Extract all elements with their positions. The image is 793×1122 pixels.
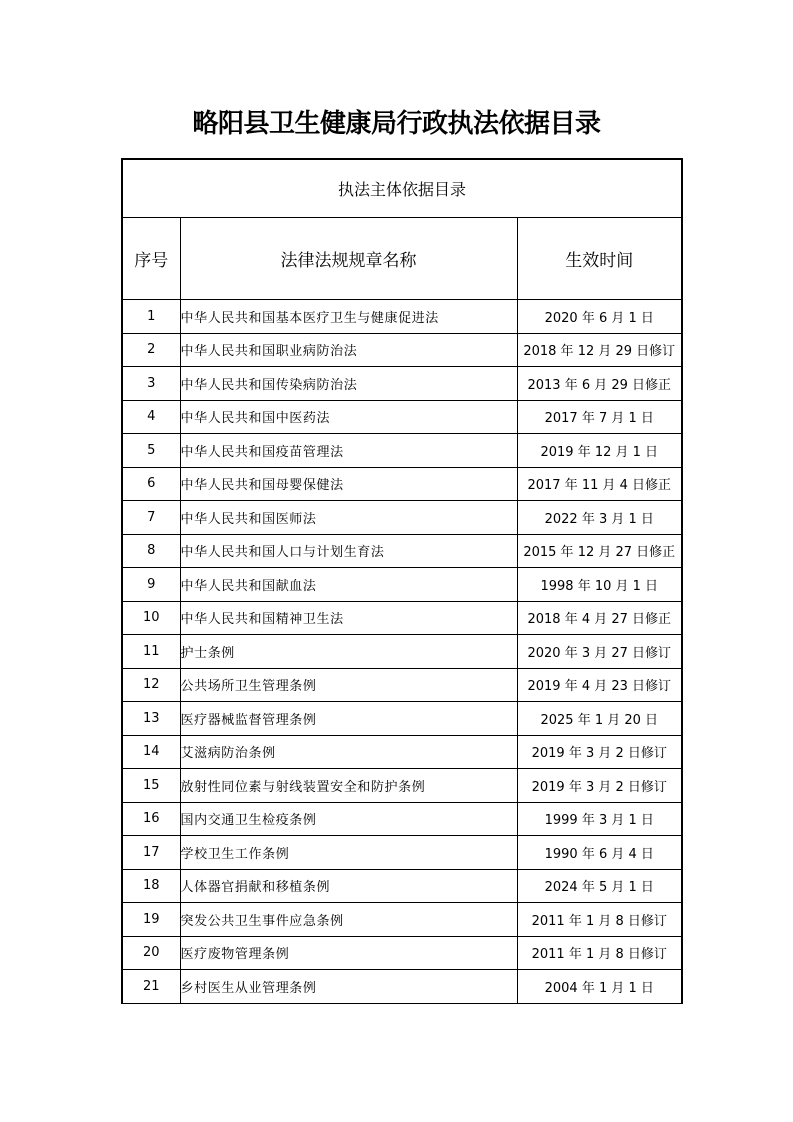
row-number: 21 [122, 970, 180, 1004]
table-row [122, 300, 682, 334]
table-row [122, 568, 682, 602]
section-title: 执法主体依据目录 [122, 159, 682, 218]
effective-date: 2019 年 4 月 23 日修订 [517, 668, 682, 702]
law-name: 人体器官捐献和移植条例 [180, 869, 517, 903]
effective-date: 2015 年 12 月 27 日修正 [517, 534, 682, 568]
table-row [122, 635, 682, 669]
table-row [122, 802, 682, 836]
effective-date: 2011 年 1 月 8 日修订 [517, 903, 682, 937]
law-catalog-table [121, 158, 683, 1004]
row-number: 20 [122, 936, 180, 970]
effective-date: 2020 年 6 月 1 日 [517, 300, 682, 334]
law-name: 护士条例 [180, 635, 517, 669]
law-name: 中华人民共和国传染病防治法 [180, 367, 517, 401]
effective-date: 2004 年 1 月 1 日 [517, 970, 682, 1004]
row-number: 4 [122, 400, 180, 434]
column-header-name: 法律法规规章名称 [180, 218, 517, 300]
row-number: 9 [122, 568, 180, 602]
page-title: 略阳县卫生健康局行政执法依据目录 [192, 109, 601, 139]
table-row [122, 869, 682, 903]
law-name: 中华人民共和国人口与计划生育法 [180, 534, 517, 568]
law-name: 艾滋病防治条例 [180, 735, 517, 769]
row-number: 13 [122, 702, 180, 736]
effective-date: 2024 年 5 月 1 日 [517, 869, 682, 903]
row-number: 3 [122, 367, 180, 401]
row-number: 12 [122, 668, 180, 702]
table-row [122, 400, 682, 434]
effective-date: 1998 年 10 月 1 日 [517, 568, 682, 602]
table-row [122, 836, 682, 870]
law-name: 突发公共卫生事件应急条例 [180, 903, 517, 937]
row-number: 17 [122, 836, 180, 870]
table-row [122, 501, 682, 535]
row-number: 5 [122, 434, 180, 468]
law-name: 中华人民共和国母婴保健法 [180, 467, 517, 501]
law-name: 中华人民共和国基本医疗卫生与健康促进法 [180, 300, 517, 334]
law-name: 医疗器械监督管理条例 [180, 702, 517, 736]
law-name: 中华人民共和国疫苗管理法 [180, 434, 517, 468]
column-header-date: 生效时间 [517, 218, 682, 300]
table-row [122, 769, 682, 803]
table-row [122, 936, 682, 970]
row-number: 16 [122, 802, 180, 836]
effective-date: 2025 年 1 月 20 日 [517, 702, 682, 736]
law-name: 医疗废物管理条例 [180, 936, 517, 970]
law-name: 中华人民共和国精神卫生法 [180, 601, 517, 635]
law-name: 中华人民共和国中医药法 [180, 400, 517, 434]
table-row [122, 702, 682, 736]
law-name: 学校卫生工作条例 [180, 836, 517, 870]
effective-date: 2019 年 3 月 2 日修订 [517, 735, 682, 769]
table-row [122, 333, 682, 367]
effective-date: 2020 年 3 月 27 日修订 [517, 635, 682, 669]
row-number: 14 [122, 735, 180, 769]
section-header-row [122, 159, 682, 218]
row-number: 6 [122, 467, 180, 501]
table-row [122, 601, 682, 635]
row-number: 11 [122, 635, 180, 669]
effective-date: 1999 年 3 月 1 日 [517, 802, 682, 836]
row-number: 15 [122, 769, 180, 803]
effective-date: 2011 年 1 月 8 日修订 [517, 936, 682, 970]
table-row [122, 970, 682, 1004]
law-name: 中华人民共和国医师法 [180, 501, 517, 535]
row-number: 10 [122, 601, 180, 635]
table-row [122, 903, 682, 937]
law-name: 乡村医生从业管理条例 [180, 970, 517, 1004]
law-name: 公共场所卫生管理条例 [180, 668, 517, 702]
effective-date: 2013 年 6 月 29 日修正 [517, 367, 682, 401]
row-number: 7 [122, 501, 180, 535]
table-row [122, 367, 682, 401]
effective-date: 2018 年 12 月 29 日修订 [517, 333, 682, 367]
row-number: 2 [122, 333, 180, 367]
law-name: 中华人民共和国献血法 [180, 568, 517, 602]
row-number: 1 [122, 300, 180, 334]
column-header-row [122, 218, 682, 300]
effective-date: 2018 年 4 月 27 日修正 [517, 601, 682, 635]
effective-date: 1990 年 6 月 4 日 [517, 836, 682, 870]
row-number: 18 [122, 869, 180, 903]
column-header-no: 序号 [122, 218, 180, 300]
law-name: 放射性同位素与射线装置安全和防护条例 [180, 769, 517, 803]
row-number: 19 [122, 903, 180, 937]
row-number: 8 [122, 534, 180, 568]
law-name: 国内交通卫生检疫条例 [180, 802, 517, 836]
effective-date: 2019 年 12 月 1 日 [517, 434, 682, 468]
table-row [122, 434, 682, 468]
table-row [122, 735, 682, 769]
effective-date: 2017 年 7 月 1 日 [517, 400, 682, 434]
table-row [122, 668, 682, 702]
table-row [122, 467, 682, 501]
effective-date: 2022 年 3 月 1 日 [517, 501, 682, 535]
effective-date: 2017 年 11 月 4 日修正 [517, 467, 682, 501]
law-name: 中华人民共和国职业病防治法 [180, 333, 517, 367]
effective-date: 2019 年 3 月 2 日修订 [517, 769, 682, 803]
table-row [122, 534, 682, 568]
